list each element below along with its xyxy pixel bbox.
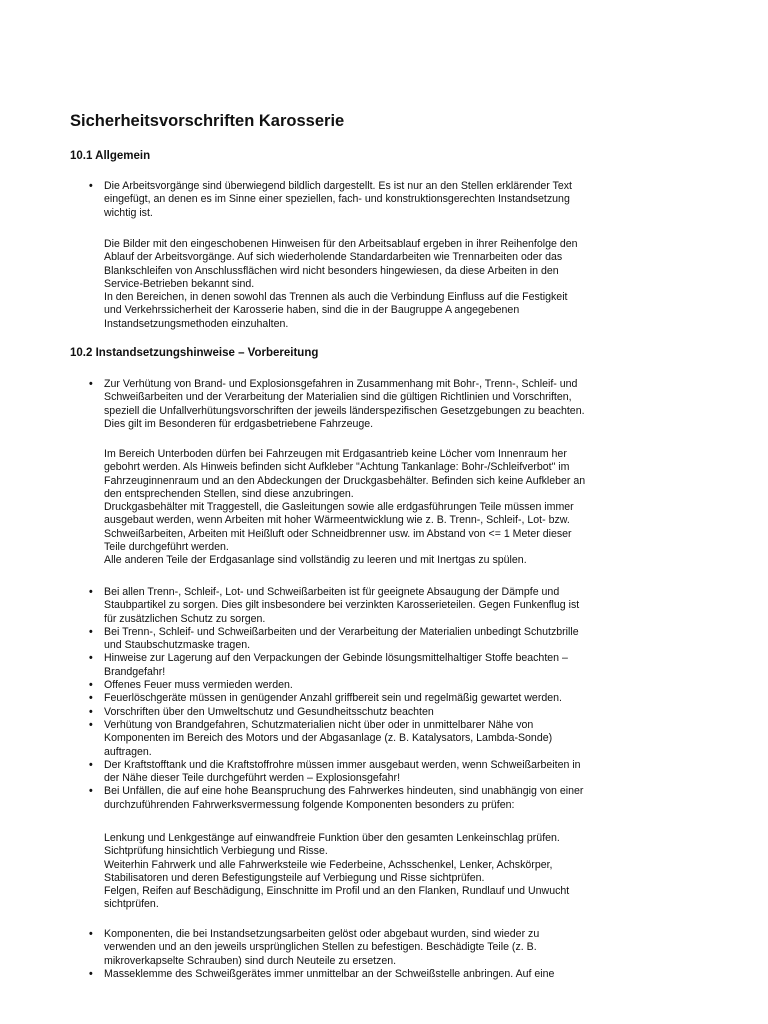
bullet-line: • Bei Unfällen, die auf eine hohe Beanspruchung des Fahrwerkes hindeuten, sind unabhängig von einer: [88, 785, 700, 798]
bullet-line: • Bei Trenn-, Schleif- und Schweißarbeiten und der Verarbeitung der Materialien unbedingt Schutzbrille: [88, 626, 700, 639]
bullet-line: • Der Kraftstofftank und die Kraftstoffrohre müssen immer ausgebaut werden, wenn Schweißarbeiten in: [88, 759, 700, 772]
page-title: Sicherheitsvorschriften Karosserie: [70, 112, 345, 130]
section-heading-vorbereitung: 10.2 Instandsetzungshinweise – Vorbereitung: [70, 347, 319, 359]
bullet-line: • Hinweise zur Lagerung auf den Verpackungen der Gebinde lösungsmittelhaltiger Stoffe beachten –: [88, 652, 700, 665]
text-line: Ablauf der Arbeitsvorgänge. Auf sich wiederholende Standardarbeiten wie Trennarbeiten oder das: [104, 251, 563, 264]
text-line: Brandgefahr!: [104, 665, 166, 678]
text-line: durchzuführenden Fahrwerksvermessung folgende Komponenten besonders zu prüfen:: [104, 798, 515, 811]
text-line: gebohrt werden. Als Hinweis befinden sicht Aufkleber "Achtung Tankanlage: Bohr-/Schleifverbot" im: [104, 461, 570, 474]
text-line: Komponenten im Bereich des Motors und der Abgasanlage (z. B. Katalysators, Lambda-Sonde): [104, 732, 553, 745]
text-line: wichtig ist.: [104, 206, 153, 219]
text-line: eingefügt, an denen es im Sinne einer speziellen, fach- und konstruktionsgerechten Instandsetzung: [104, 193, 570, 206]
section2-bullet-list: [88, 586, 700, 812]
text-line: Lenkung und Lenkgestänge auf einwandfreie Funktion über den gesamten Lenkeinschlag prüfen.: [104, 832, 560, 844]
section2-bullet-list-2: [88, 928, 700, 981]
section-heading-allgemein: 10.1 Allgemein: [70, 150, 151, 162]
text-line: sichtprüfen.: [104, 898, 159, 911]
text-line: mikroverkapselte Schrauben) sind durch Neuteile zu ersetzen.: [104, 954, 397, 967]
text-line: und Staubschutzmaske tragen.: [104, 639, 251, 652]
text-line: Schweißarbeiten und der Verarbeitung der Materialien sind die gültigen Richtlinien und Vorschriften,: [104, 391, 572, 404]
bullet-line: • Die Arbeitsvorgänge sind überwiegend bildlich dargestellt. Es ist nur an den Stellen erklärender Text: [88, 180, 700, 193]
bullet-line: • Offenes Feuer muss vermieden werden.: [88, 679, 700, 692]
text-line: Dies gilt im Besonderen für erdgasbetriebene Fahrzeuge.: [104, 417, 374, 430]
text-line: auftragen.: [104, 745, 152, 758]
bullet-line: • Komponenten, die bei Instandsetzungsarbeiten gelöst oder abgebaut wurden, sind wieder zu: [88, 928, 700, 941]
text-line: Weiterhin Fahrwerk und alle Fahrwerksteile wie Federbeine, Achsschenkel, Lenker, Achskörper,: [104, 858, 553, 871]
section2-bullet-1: [88, 378, 700, 431]
text-line: Blankschleifen von Anschlussflächen wird nicht besonders hingewiesen, da diese Arbeiten in den: [104, 264, 559, 277]
section1-paragraph: [88, 238, 700, 331]
text-line: In den Bereichen, in denen sowohl das Trennen als auch die Verbindung Einfluss auf die Festigkeit: [104, 291, 568, 304]
section2-paragraph-pruefung: [88, 832, 700, 912]
text-line: Instandsetzungsmethoden einzuhalten.: [104, 317, 289, 330]
text-line: der Nähe dieser Teile durchgeführt werden – Explosionsgefahr!: [104, 772, 401, 785]
bullet-line: • Vorschriften über den Umweltschutz und Gesundheitsschutz beachten: [88, 706, 700, 719]
text-line: den entsprechenden Stellen, sind diese anzubringen.: [104, 487, 354, 500]
text-line: und Verkehrssicherheit der Karosserie haben, sind die in der Baugruppe A angegebenen: [104, 304, 520, 317]
bullet-line: • Zur Verhütung von Brand- und Explosionsgefahren in Zusammenhang mit Bohr-, Trenn-, Schleif- und: [88, 378, 700, 391]
text-line: verwenden und an den jeweils ursprünglichen Stellen zu befestigen. Beschädigte Teile (z. B.: [104, 941, 537, 954]
section1-bullet-1: [88, 180, 700, 220]
text-line: Sichtprüfung hinsichtlich Verbiegung und Risse.: [104, 845, 328, 858]
text-line: Teile durchgeführt werden.: [104, 541, 229, 554]
text-line: Schweißarbeiten, Arbeiten mit Heißluft oder Schneidbrenner usw. im Abstand von <= 1 Meter dieser: [104, 527, 572, 540]
text-line: Staubpartikel zu sorgen. Dies gilt insbesondere bei verzinkten Karosserieteilen. Gegen Funkenflug ist: [104, 599, 580, 612]
text-line: Felgen, Reifen auf Beschädigung, Einschnitte im Profil und an den Flanken, Rundlauf und Unwucht: [104, 885, 570, 898]
text-line: Druckgasbehälter mit Traggestell, die Gasleitungen sowie alle erdgasführungen Teile müssen immer: [104, 501, 574, 514]
bullet-line: • Masseklemme des Schweißgerätes immer unmittelbar an der Schweißstelle anbringen. Auf eine: [88, 968, 700, 981]
bullet-line: • Bei allen Trenn-, Schleif-, Lot- und Schweißarbeiten ist für geeignete Absaugung der Dämpfe und: [88, 586, 700, 599]
text-line: Die Bilder mit den eingeschobenen Hinweisen für den Arbeitsablauf ergeben in ihrer Reihenfolge den: [104, 238, 578, 250]
text-line: Alle anderen Teile der Erdgasanlage sind vollständig zu leeren und mit Inertgas zu spülen.: [104, 554, 527, 567]
text-line: für zusätzlichen Schutz zu sorgen.: [104, 612, 266, 625]
section2-paragraph-erdgas: [88, 448, 700, 568]
text-line: Stabilisatoren und deren Befestigungsteile auf Verbiegung und Risse sichtprüfen.: [104, 871, 485, 884]
text-line: ausgebaut werden, wenn Arbeiten mit hoher Wärmeentwicklung wie z. B. Trenn-, Schleif-, Lot- bzw.: [104, 514, 570, 527]
bullet-line: • Feuerlöschgeräte müssen in genügender Anzahl griffbereit sein und regelmäßig gewartet werden.: [88, 692, 700, 705]
text-line: Im Bereich Unterboden dürfen bei Fahrzeugen mit Erdgasantrieb keine Löcher vom Innenraum her: [104, 448, 567, 460]
bullet-line: • Verhütung von Brandgefahren, Schutzmaterialien nicht über oder in unmittelbarer Nähe von: [88, 719, 700, 732]
text-line: Fahrzeuginnenraum und an den Abdeckungen der Druckgasbehälter. Befinden sich keine Aufkleber an: [104, 474, 586, 487]
text-line: speziell die Unfallverhütungsvorschriften der jeweils länderspezifischen Gesetzgebungen zu beachten.: [104, 404, 585, 417]
text-line: Service-Betrieben bekannt sind.: [104, 277, 255, 290]
